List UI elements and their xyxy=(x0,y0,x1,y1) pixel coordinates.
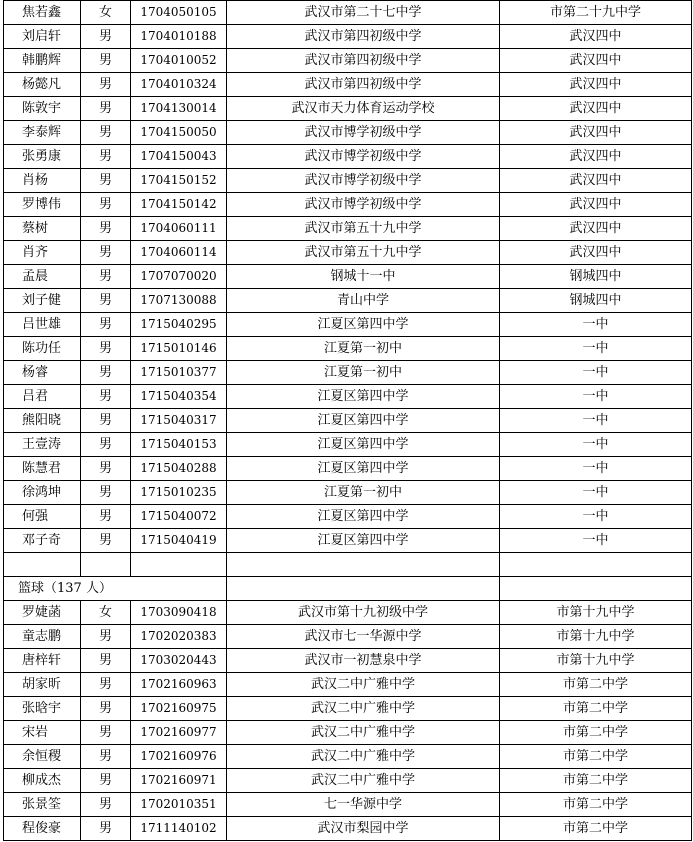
school-cell: 武汉市博学初级中学 xyxy=(227,121,500,145)
gender-cell: 男 xyxy=(81,721,131,745)
student-id-cell: 1704060111 xyxy=(131,217,227,241)
school-cell: 江夏第一初中 xyxy=(227,361,500,385)
table-row xyxy=(4,385,692,409)
student-id-cell: 1715010235 xyxy=(131,481,227,505)
student-name-cell: 肖杨 xyxy=(4,169,81,193)
admitted-school-cell: 一中 xyxy=(500,505,692,529)
school-cell: 江夏区第四中学 xyxy=(227,505,500,529)
student-id-cell: 1715010377 xyxy=(131,361,227,385)
school-cell: 江夏区第四中学 xyxy=(227,529,500,553)
school-cell: 武汉二中广雅中学 xyxy=(227,697,500,721)
gender-cell: 男 xyxy=(81,337,131,361)
student-id-cell: 1704130014 xyxy=(131,97,227,121)
empty-cell xyxy=(500,577,692,601)
student-name-cell: 熊阳晓 xyxy=(4,409,81,433)
admitted-school-cell: 武汉四中 xyxy=(500,73,692,97)
student-id-cell: 1711140102 xyxy=(131,817,227,841)
student-name-cell: 张晗宇 xyxy=(4,697,81,721)
admitted-school-cell: 钢城四中 xyxy=(500,289,692,313)
table-row xyxy=(4,625,692,649)
student-id-cell: 1703020443 xyxy=(131,649,227,673)
student-name-cell: 宋岩 xyxy=(4,721,81,745)
admitted-school-cell: 武汉四中 xyxy=(500,25,692,49)
gender-cell: 男 xyxy=(81,697,131,721)
gender-cell: 男 xyxy=(81,793,131,817)
admitted-school-cell: 市第十九中学 xyxy=(500,649,692,673)
student-id-cell: 1715040419 xyxy=(131,529,227,553)
empty-cell xyxy=(131,553,227,577)
gender-cell: 男 xyxy=(81,49,131,73)
student-id-cell: 1715010146 xyxy=(131,337,227,361)
admitted-school-cell: 一中 xyxy=(500,457,692,481)
table-row xyxy=(4,361,692,385)
student-id-cell: 1704150142 xyxy=(131,193,227,217)
admitted-school-cell: 武汉四中 xyxy=(500,169,692,193)
admitted-school-cell: 武汉四中 xyxy=(500,97,692,121)
table-row xyxy=(4,457,692,481)
admitted-school-cell: 一中 xyxy=(500,385,692,409)
admitted-school-cell: 武汉四中 xyxy=(500,193,692,217)
student-id-cell: 1702160963 xyxy=(131,673,227,697)
table-row xyxy=(4,97,692,121)
gender-cell: 男 xyxy=(81,769,131,793)
admitted-school-cell: 武汉四中 xyxy=(500,121,692,145)
student-id-cell: 1702160977 xyxy=(131,721,227,745)
gender-cell: 男 xyxy=(81,313,131,337)
table-row xyxy=(4,481,692,505)
gender-cell: 男 xyxy=(81,169,131,193)
admitted-school-cell: 武汉四中 xyxy=(500,241,692,265)
gender-cell: 男 xyxy=(81,529,131,553)
gender-cell: 男 xyxy=(81,121,131,145)
gender-cell: 男 xyxy=(81,673,131,697)
table-row xyxy=(4,289,692,313)
school-cell: 青山中学 xyxy=(227,289,500,313)
table-row xyxy=(4,121,692,145)
table-row xyxy=(4,313,692,337)
table-row xyxy=(4,505,692,529)
gender-cell: 男 xyxy=(81,265,131,289)
admitted-school-cell: 市第二中学 xyxy=(500,769,692,793)
table-row xyxy=(4,169,692,193)
school-cell: 武汉市第十九初级中学 xyxy=(227,601,500,625)
table-row xyxy=(4,673,692,697)
admitted-school-cell: 一中 xyxy=(500,529,692,553)
gender-cell: 女 xyxy=(81,601,131,625)
student-name-cell: 柳成杰 xyxy=(4,769,81,793)
table-row xyxy=(4,337,692,361)
student-name-cell: 杨懿凡 xyxy=(4,73,81,97)
admitted-school-cell: 武汉四中 xyxy=(500,145,692,169)
admitted-school-cell: 市第二十九中学 xyxy=(500,1,692,25)
gender-cell: 男 xyxy=(81,97,131,121)
student-id-cell: 1715040153 xyxy=(131,433,227,457)
admitted-school-cell: 一中 xyxy=(500,433,692,457)
student-id-cell: 1707070020 xyxy=(131,265,227,289)
student-name-cell: 陈慧君 xyxy=(4,457,81,481)
student-name-cell: 邓子奇 xyxy=(4,529,81,553)
student-name-cell: 唐梓轩 xyxy=(4,649,81,673)
school-cell: 武汉二中广雅中学 xyxy=(227,769,500,793)
student-name-cell: 罗博伟 xyxy=(4,193,81,217)
table-row xyxy=(4,745,692,769)
student-name-cell: 陈功任 xyxy=(4,337,81,361)
school-cell: 七一华源中学 xyxy=(227,793,500,817)
gender-cell: 男 xyxy=(81,625,131,649)
student-name-cell: 吕世雄 xyxy=(4,313,81,337)
student-name-cell: 罗婕菡 xyxy=(4,601,81,625)
student-name-cell: 张景筌 xyxy=(4,793,81,817)
admitted-school-cell: 武汉四中 xyxy=(500,49,692,73)
table-row xyxy=(4,193,692,217)
table-row xyxy=(4,145,692,169)
school-cell: 武汉二中广雅中学 xyxy=(227,721,500,745)
student-id-cell: 1704010052 xyxy=(131,49,227,73)
student-name-cell: 李泰辉 xyxy=(4,121,81,145)
gender-cell: 男 xyxy=(81,73,131,97)
admitted-school-cell: 市第十九中学 xyxy=(500,625,692,649)
student-name-cell: 徐鸿坤 xyxy=(4,481,81,505)
table-row xyxy=(4,817,692,841)
school-cell: 江夏区第四中学 xyxy=(227,409,500,433)
student-id-cell: 1704010188 xyxy=(131,25,227,49)
gender-cell: 男 xyxy=(81,25,131,49)
student-id-cell: 1715040354 xyxy=(131,385,227,409)
admitted-school-cell: 市第二中学 xyxy=(500,793,692,817)
school-cell: 钢城十一中 xyxy=(227,265,500,289)
school-cell: 武汉市第二十七中学 xyxy=(227,1,500,25)
gender-cell: 男 xyxy=(81,505,131,529)
school-cell: 武汉市第四初级中学 xyxy=(227,49,500,73)
student-id-cell: 1704150043 xyxy=(131,145,227,169)
student-id-cell: 1702020383 xyxy=(131,625,227,649)
admitted-school-cell: 一中 xyxy=(500,337,692,361)
school-cell: 武汉市第五十九中学 xyxy=(227,241,500,265)
table-row xyxy=(4,793,692,817)
school-cell: 江夏区第四中学 xyxy=(227,313,500,337)
school-cell: 武汉市七一华源中学 xyxy=(227,625,500,649)
gender-cell: 男 xyxy=(81,817,131,841)
student-name-cell: 杨睿 xyxy=(4,361,81,385)
student-name-cell: 吕君 xyxy=(4,385,81,409)
section-title: 篮球（137 人） xyxy=(4,577,227,601)
empty-cell xyxy=(500,553,692,577)
admitted-school-cell: 市第十九中学 xyxy=(500,601,692,625)
gender-cell: 男 xyxy=(81,217,131,241)
school-cell: 武汉市博学初级中学 xyxy=(227,145,500,169)
admitted-school-cell: 市第二中学 xyxy=(500,673,692,697)
table-row xyxy=(4,241,692,265)
student-name-cell: 陈敦宇 xyxy=(4,97,81,121)
school-cell: 江夏区第四中学 xyxy=(227,433,500,457)
table-row xyxy=(4,265,692,289)
student-table-body xyxy=(4,1,692,841)
student-name-cell: 王壹涛 xyxy=(4,433,81,457)
table-row xyxy=(4,217,692,241)
school-cell: 武汉市梨园中学 xyxy=(227,817,500,841)
section-header-row xyxy=(4,577,692,601)
student-name-cell: 孟晨 xyxy=(4,265,81,289)
student-name-cell: 童志鹏 xyxy=(4,625,81,649)
admitted-school-cell: 市第二中学 xyxy=(500,745,692,769)
student-id-cell: 1704150050 xyxy=(131,121,227,145)
student-id-cell: 1702160976 xyxy=(131,745,227,769)
student-id-cell: 1704050105 xyxy=(131,1,227,25)
gender-cell: 男 xyxy=(81,385,131,409)
empty-cell xyxy=(227,577,500,601)
student-name-cell: 张勇康 xyxy=(4,145,81,169)
blank-row xyxy=(4,553,692,577)
student-name-cell: 胡家昕 xyxy=(4,673,81,697)
admitted-school-cell: 市第二中学 xyxy=(500,721,692,745)
student-id-cell: 1715040288 xyxy=(131,457,227,481)
empty-cell xyxy=(4,553,81,577)
student-name-cell: 何强 xyxy=(4,505,81,529)
student-name-cell: 余恒稷 xyxy=(4,745,81,769)
table-row xyxy=(4,25,692,49)
school-cell: 武汉市天力体育运动学校 xyxy=(227,97,500,121)
student-name-cell: 刘启轩 xyxy=(4,25,81,49)
gender-cell: 男 xyxy=(81,745,131,769)
school-cell: 武汉市博学初级中学 xyxy=(227,193,500,217)
school-cell: 武汉市第四初级中学 xyxy=(227,73,500,97)
gender-cell: 男 xyxy=(81,481,131,505)
gender-cell: 男 xyxy=(81,289,131,313)
student-id-cell: 1702160971 xyxy=(131,769,227,793)
empty-cell xyxy=(227,553,500,577)
student-name-cell: 蔡树 xyxy=(4,217,81,241)
student-name-cell: 韩鹏辉 xyxy=(4,49,81,73)
table-row xyxy=(4,49,692,73)
table-row xyxy=(4,721,692,745)
student-id-cell: 1704010324 xyxy=(131,73,227,97)
admitted-school-cell: 钢城四中 xyxy=(500,265,692,289)
table-row xyxy=(4,73,692,97)
school-cell: 江夏区第四中学 xyxy=(227,385,500,409)
admitted-school-cell: 市第二中学 xyxy=(500,697,692,721)
student-id-cell: 1704150152 xyxy=(131,169,227,193)
table-row xyxy=(4,769,692,793)
admitted-school-cell: 武汉四中 xyxy=(500,217,692,241)
student-name-cell: 程俊豪 xyxy=(4,817,81,841)
admitted-school-cell: 市第二中学 xyxy=(500,817,692,841)
school-cell: 江夏区第四中学 xyxy=(227,457,500,481)
school-cell: 武汉市一初慧泉中学 xyxy=(227,649,500,673)
table-row xyxy=(4,697,692,721)
gender-cell: 男 xyxy=(81,145,131,169)
student-id-cell: 1704060114 xyxy=(131,241,227,265)
student-name-cell: 焦若鑫 xyxy=(4,1,81,25)
table-row xyxy=(4,1,692,25)
student-id-cell: 1703090418 xyxy=(131,601,227,625)
student-table xyxy=(3,0,692,841)
admitted-school-cell: 一中 xyxy=(500,409,692,433)
empty-cell xyxy=(81,553,131,577)
school-cell: 武汉市博学初级中学 xyxy=(227,169,500,193)
gender-cell: 男 xyxy=(81,241,131,265)
table-row xyxy=(4,409,692,433)
school-cell: 江夏第一初中 xyxy=(227,481,500,505)
admitted-school-cell: 一中 xyxy=(500,361,692,385)
student-id-cell: 1715040295 xyxy=(131,313,227,337)
student-id-cell: 1715040072 xyxy=(131,505,227,529)
student-name-cell: 肖齐 xyxy=(4,241,81,265)
admitted-school-cell: 一中 xyxy=(500,481,692,505)
student-id-cell: 1702010351 xyxy=(131,793,227,817)
table-row xyxy=(4,601,692,625)
table-row xyxy=(4,433,692,457)
table-row xyxy=(4,649,692,673)
gender-cell: 男 xyxy=(81,433,131,457)
gender-cell: 男 xyxy=(81,649,131,673)
school-cell: 武汉二中广雅中学 xyxy=(227,673,500,697)
table-row xyxy=(4,529,692,553)
student-id-cell: 1715040317 xyxy=(131,409,227,433)
gender-cell: 女 xyxy=(81,1,131,25)
gender-cell: 男 xyxy=(81,361,131,385)
school-cell: 武汉市第四初级中学 xyxy=(227,25,500,49)
student-name-cell: 刘子健 xyxy=(4,289,81,313)
gender-cell: 男 xyxy=(81,409,131,433)
school-cell: 武汉市第五十九中学 xyxy=(227,217,500,241)
admitted-school-cell: 一中 xyxy=(500,313,692,337)
school-cell: 江夏第一初中 xyxy=(227,337,500,361)
gender-cell: 男 xyxy=(81,193,131,217)
student-id-cell: 1707130088 xyxy=(131,289,227,313)
gender-cell: 男 xyxy=(81,457,131,481)
school-cell: 武汉二中广雅中学 xyxy=(227,745,500,769)
student-id-cell: 1702160975 xyxy=(131,697,227,721)
